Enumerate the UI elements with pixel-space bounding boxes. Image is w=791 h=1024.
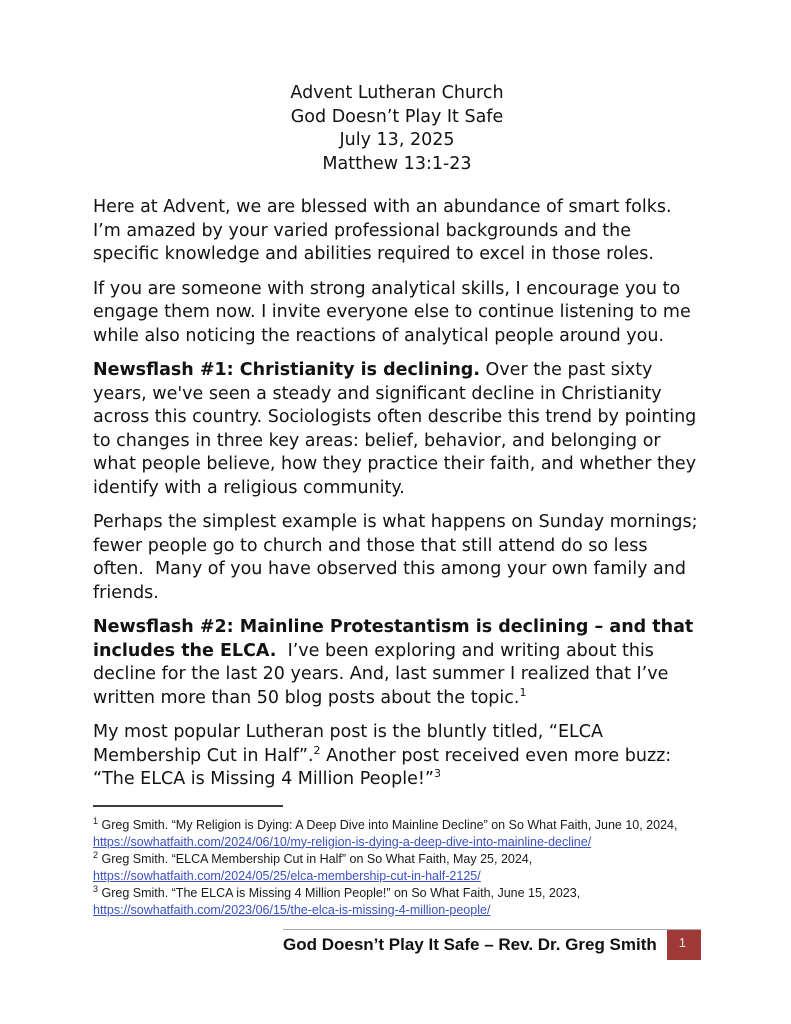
footnote-ref-3: 3 (433, 767, 441, 781)
footnote-3-link[interactable]: https://sowhatfaith.com/2023/06/15/the-elca-is-missing-4-million-people/ (93, 902, 491, 917)
paragraph-intro: Here at Advent, we are blessed with an abundance of smart folks. I’m amazed by your varied professional backgrounds and the specific knowledge and abilities required to excel in those roles. (93, 197, 678, 264)
footnote-2-marker: 2 (93, 849, 99, 860)
footnote-ref-2: 2 (313, 743, 321, 757)
page-footer (283, 929, 701, 960)
scripture-reference: Matthew 13:1-23 (322, 153, 472, 174)
newsflash-2-text: I’ve been exploring and writing about this decline for the last 20 years. And, last summer I realized that I’ve written more than 50 blog posts about the topic. (93, 640, 674, 708)
sermon-date: July 13, 2025 (339, 130, 455, 150)
footnote-3-marker: 3 (93, 883, 99, 894)
page-number: 1 (678, 935, 687, 950)
popular-posts-text-1: My most popular Lutheran post is the bluntly titled, “ELCA Membership Cut in Half”. (93, 722, 609, 766)
footnote-2 (93, 851, 701, 885)
footnote-2-link[interactable]: https://sowhatfaith.com/2024/05/25/elca-membership-cut-in-half-2125/ (93, 868, 481, 883)
footnote-1 (93, 817, 701, 851)
paragraph-newsflash-2 (93, 616, 701, 710)
document-content (93, 82, 704, 919)
paragraph-newsflash-1 (93, 359, 701, 500)
footnote-1-text: Greg Smith. “My Religion is Dying: A Deep Dive into Mainline Decline” on So What Faith, June 10, 2024, (98, 817, 678, 832)
footnote-2-text: Greg Smith. “ELCA Membership Cut in Half” on So What Faith, May 25, 2024, (98, 851, 533, 866)
footnote-3 (93, 885, 701, 919)
footnote-ref-1: 1 (519, 685, 527, 699)
footnote-1-marker: 1 (93, 815, 99, 826)
page-number-box (667, 930, 701, 960)
footnotes-section (93, 817, 701, 919)
newsflash-1-heading: Newsflash #1: Christianity is declining. (93, 360, 480, 380)
church-name: Advent Lutheran Church (290, 83, 504, 103)
footnote-3-text: Greg Smith. “The ELCA is Missing 4 Million People!” on So What Faith, June 15, 2023, (98, 885, 581, 900)
paragraph-analytical-skills: If you are someone with strong analytical skills, I encourage you to engage them now. I invite everyone else to continue listening to me while also noticing the reactions of analytical people around you. (93, 278, 697, 346)
title-block (93, 82, 701, 176)
footnote-1-link[interactable]: https://sowhatfaith.com/2024/06/10/my-religion-is-dying-a-deep-dive-into-mainline-decline/ (93, 834, 592, 849)
newsflash-1-text: Over the past sixty years, we've seen a steady and significant decline in Christianity across this country. Sociologists often describe this trend by pointing to changes in three key areas: belief, behavior, and belonging or what people believe, how they practice their faith, and whether they identify with a religious community. (93, 360, 702, 498)
footnote-separator (93, 805, 283, 807)
paragraph-popular-posts (93, 721, 701, 792)
newsflash-2-heading: Newsflash #2: Mainline Protestantism is declining – and that includes the ELCA. (93, 617, 700, 661)
footer-title: God Doesn’t Play It Safe – Rev. Dr. Greg Smith (283, 935, 657, 954)
paragraph-sunday-example: Perhaps the simplest example is what happens on Sunday mornings; fewer people go to church and those that still attend do so less often. Many of you have observed this among your own family and friends. (93, 512, 704, 603)
sermon-title: God Doesn’t Play It Safe (290, 106, 504, 127)
popular-posts-text-2: Another post received even more buzz: “The ELCA is Missing 4 Million People!” (93, 745, 677, 789)
